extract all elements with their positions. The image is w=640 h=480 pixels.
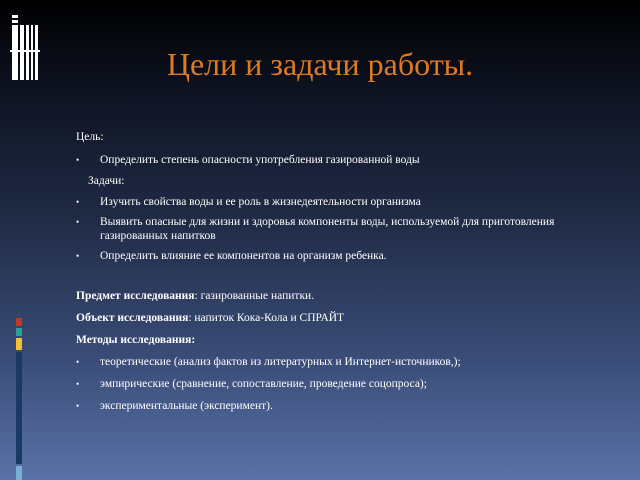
bullet-icon: • — [76, 401, 80, 411]
method-item — [76, 355, 621, 369]
subject-value: : газированные напитки. — [194, 290, 315, 302]
bullet-icon: • — [76, 251, 80, 261]
goal-label: Цель: — [76, 131, 104, 143]
deco-bar-lightblue — [16, 466, 22, 480]
deco-bar-blue — [16, 352, 22, 464]
subject-label: Предмет исследования — [76, 290, 195, 302]
object-line — [76, 311, 621, 325]
bullet-icon: • — [76, 197, 80, 207]
object-label: Объект исследования — [76, 312, 189, 324]
task-item-text: Выявить опасные для жизни и здоровья компоненты воды, используемой для приготовления газированных напитков — [100, 216, 555, 242]
bullet-icon: • — [76, 357, 80, 367]
method-item-text: эмпирические (сравнение, сопоставление, проведение соцопроса); — [100, 378, 427, 390]
goal-item-text: Определить степень опасности употребления газированной воды — [100, 154, 420, 166]
bullet-icon: • — [76, 155, 80, 165]
task-item — [76, 215, 621, 243]
method-item — [76, 377, 621, 391]
task-item — [76, 249, 621, 263]
task-item — [76, 195, 621, 209]
task-item-text: Изучить свойства воды и ее роль в жизнедеятельности организма — [100, 196, 421, 208]
tasks-label: Задачи: — [88, 175, 125, 187]
deco-bar-teal — [16, 328, 22, 336]
object-value: : напиток Кока-Кола и СПРАЙТ — [188, 312, 345, 324]
deco-bar-red — [16, 318, 22, 326]
method-item-text: теоретические (анализ фактов из литературных и Интернет-источников,); — [100, 356, 461, 368]
methods-label: Методы исследования: — [76, 334, 196, 346]
deco-bar-yellow — [16, 338, 22, 350]
bullet-icon: • — [76, 379, 80, 389]
slide-content — [76, 128, 621, 413]
goal-item — [76, 153, 621, 167]
task-item-text: Определить влияние ее компонентов на организм ребенка. — [100, 250, 387, 262]
method-item-text: экспериментальные (эксперимент). — [100, 400, 273, 412]
method-item — [76, 399, 621, 413]
subject-line — [76, 289, 621, 303]
slide-title: Цели и задачи работы. — [166, 46, 474, 82]
bullet-icon: • — [76, 217, 80, 227]
